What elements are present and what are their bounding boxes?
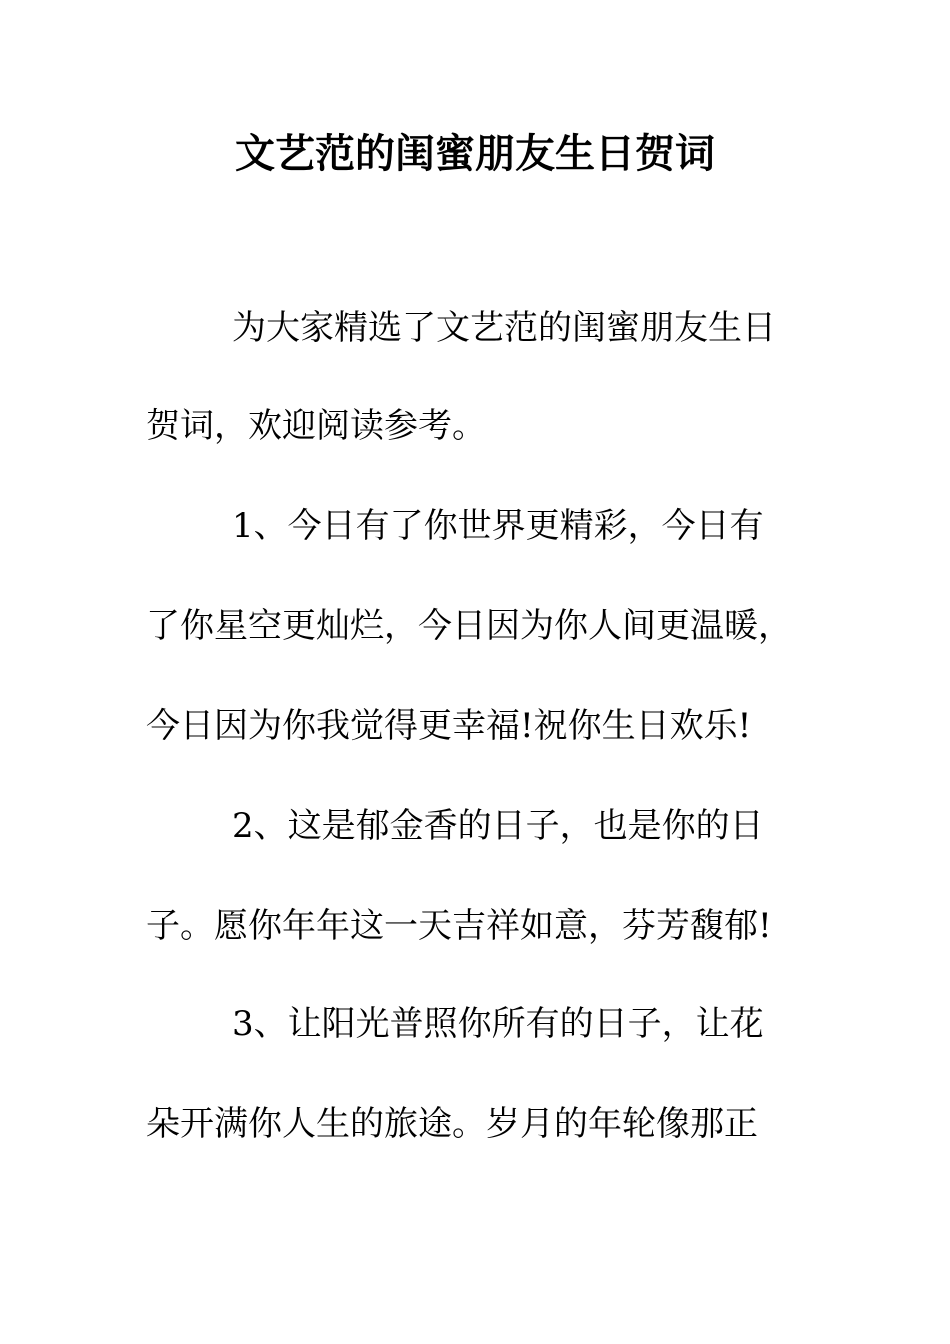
paragraph-line: 了你星空更灿烂，今日因为你人间更温暖，: [146, 606, 792, 646]
paragraph-line: 为大家精选了文艺范的闺蜜朋友生日: [232, 308, 776, 348]
paragraph-line: 贺词，欢迎阅读参考。: [146, 406, 486, 446]
paragraph-line: 朵开满你人生的旅途。岁月的年轮像那正: [146, 1104, 758, 1144]
paragraph-line: 1、今日有了你世界更精彩，今日有: [232, 506, 764, 546]
paragraph-line: 今日因为你我觉得更幸福!祝你生日欢乐!: [146, 706, 752, 746]
document-title: 文艺范的闺蜜朋友生日贺词: [235, 130, 715, 177]
paragraph-line: 子。愿你年年这一天吉祥如意，芬芳馥郁!: [146, 906, 772, 946]
paragraph-line: 3、让阳光普照你所有的日子，让花: [232, 1004, 764, 1044]
paragraph-line: 2、这是郁金香的日子，也是你的日: [232, 806, 764, 846]
